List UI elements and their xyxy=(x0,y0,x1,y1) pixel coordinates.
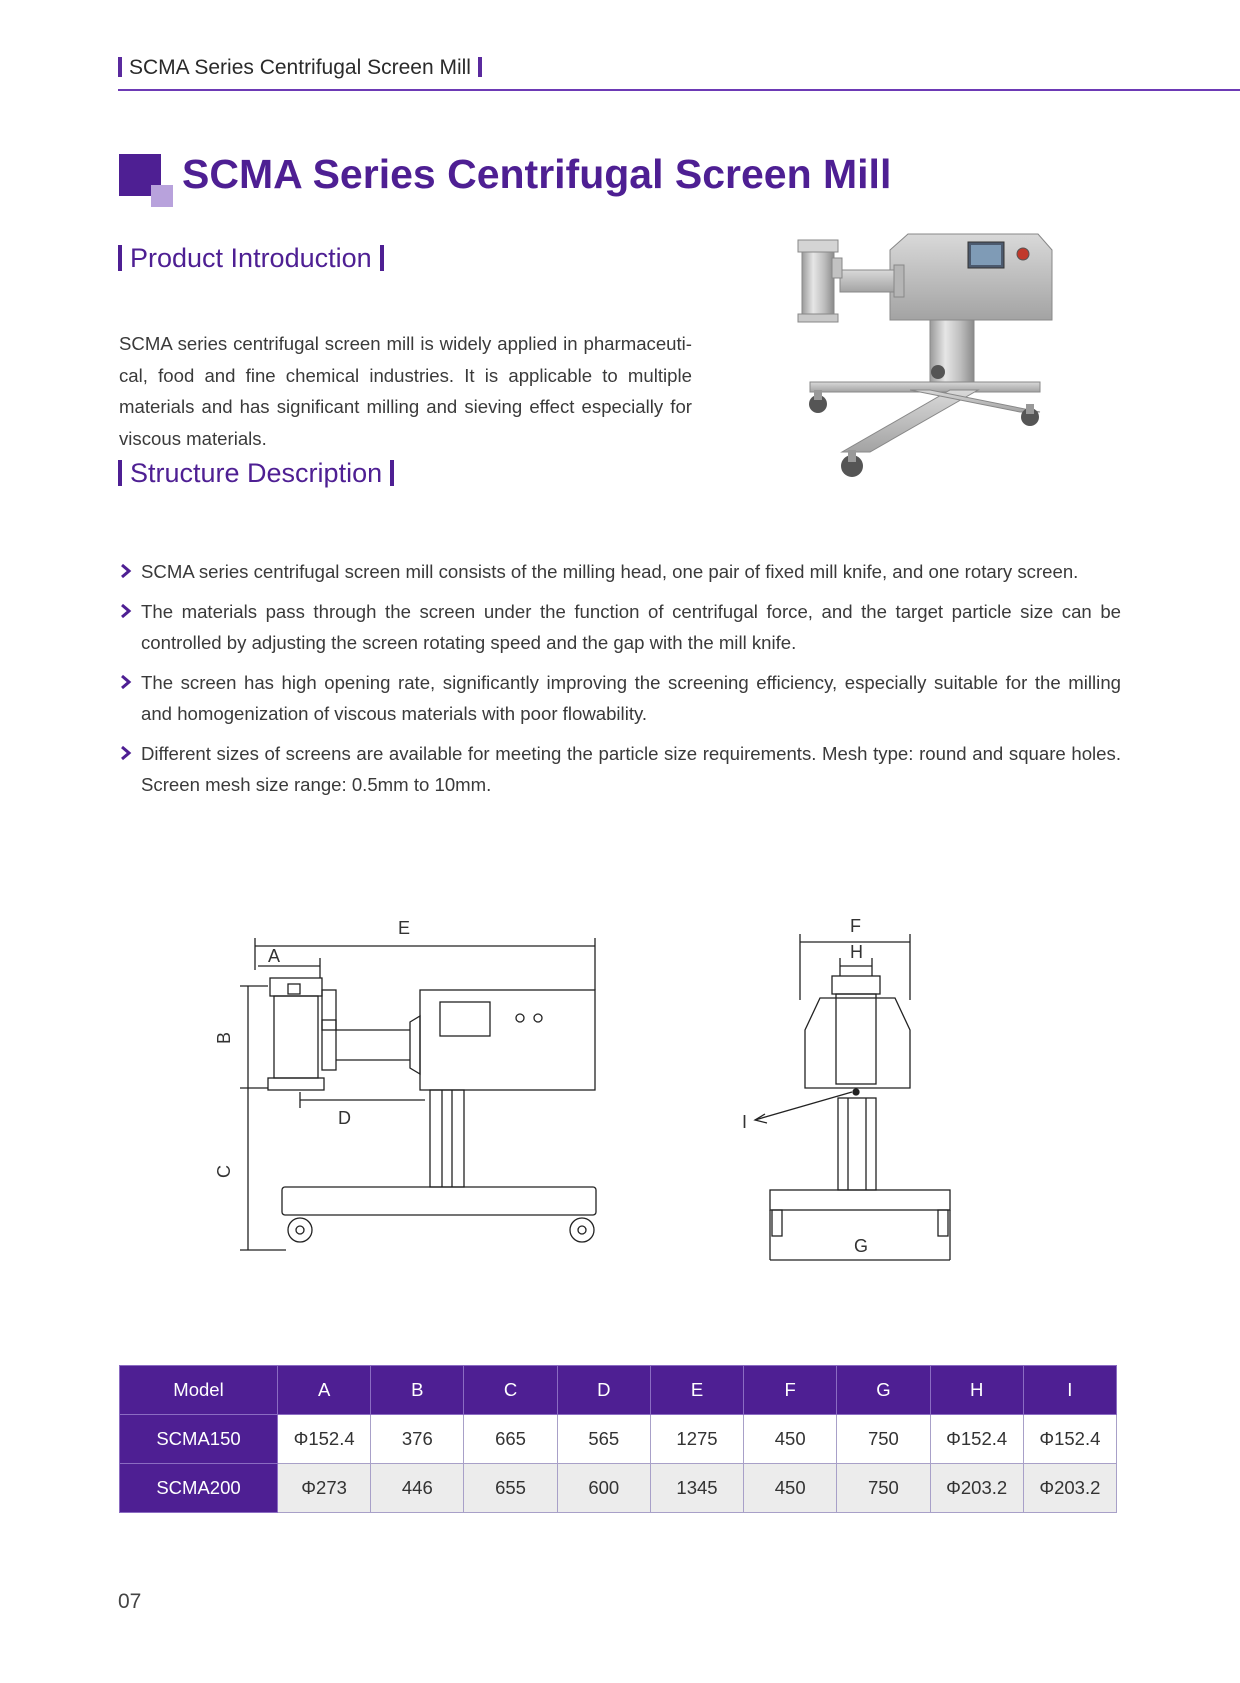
table-row xyxy=(120,1415,1117,1464)
table-cell: 1345 xyxy=(650,1464,743,1513)
table-cell: 565 xyxy=(557,1415,650,1464)
chevron-right-icon xyxy=(119,602,133,620)
intro-heading xyxy=(118,243,392,274)
table-header-cell: F xyxy=(744,1366,837,1415)
heading-bar-left xyxy=(118,460,122,486)
running-title: SCMA Series Centrifugal Screen Mill xyxy=(129,56,471,79)
dimension-drawing xyxy=(214,910,1020,1260)
intro-text: SCMA series centrifugal screen mill is widely applied in pharmaceuti-cal, food and fine chemical industries. It is applicable to multiple materials and has significant milling and sieving effect especially for viscous materials. xyxy=(119,333,692,449)
table-cell: Φ273 xyxy=(278,1464,371,1513)
table-cell-model: SCMA200 xyxy=(120,1464,278,1513)
list-item xyxy=(119,738,1121,800)
table-header-cell: G xyxy=(837,1366,930,1415)
list-item-text: The screen has high opening rate, significantly improving the screening efficiency, especially suitable for the milling and homogenization of viscous materials with poor flowability. xyxy=(141,672,1121,724)
product-photo xyxy=(790,232,1090,497)
list-item xyxy=(119,667,1121,729)
dim-label-h: H xyxy=(850,942,863,962)
list-item xyxy=(119,596,1121,658)
table-cell: 450 xyxy=(744,1415,837,1464)
intro-heading-text: Product Introduction xyxy=(130,243,372,273)
dim-label-b: B xyxy=(214,1031,234,1044)
header-bar-right xyxy=(478,57,482,77)
table-header-cell: I xyxy=(1023,1366,1116,1415)
chevron-right-icon xyxy=(119,562,133,580)
dim-label-g: G xyxy=(854,1236,869,1256)
list-item-text: Different sizes of screens are available for meeting the particle size requirements. Mesh type: round and square holes. Screen mesh size range: 0.5mm to 10mm. xyxy=(141,743,1121,795)
heading-bar-left xyxy=(118,245,122,271)
table-header-cell: B xyxy=(371,1366,464,1415)
chevron-right-icon xyxy=(119,673,133,691)
table-header-cell: Model xyxy=(120,1366,278,1415)
table-cell: 600 xyxy=(557,1464,650,1513)
header-bar-left xyxy=(118,57,122,77)
chevron-right-icon xyxy=(119,744,133,762)
table-cell: 376 xyxy=(371,1415,464,1464)
table-cell: Φ203.2 xyxy=(930,1464,1023,1513)
table-cell-model: SCMA150 xyxy=(120,1415,278,1464)
table-header-cell: C xyxy=(464,1366,557,1415)
running-header xyxy=(118,56,489,80)
side-view xyxy=(240,938,596,1250)
table-cell: 750 xyxy=(837,1464,930,1513)
dim-label-i: I xyxy=(742,1112,748,1132)
structure-heading-text: Structure Description xyxy=(130,458,383,488)
table-header-cell: D xyxy=(557,1366,650,1415)
table-header-cell: A xyxy=(278,1366,371,1415)
table-cell: 750 xyxy=(837,1415,930,1464)
dim-label-f: F xyxy=(850,916,861,936)
page-number: 07 xyxy=(118,1590,142,1613)
table-cell: 665 xyxy=(464,1415,557,1464)
page-title: SCMA Series Centrifugal Screen Mill xyxy=(182,151,892,197)
dim-label-e: E xyxy=(398,918,411,938)
structure-list xyxy=(119,556,1121,809)
header-rule xyxy=(118,89,1240,91)
table-row xyxy=(120,1464,1117,1513)
front-view xyxy=(755,934,950,1260)
spec-table xyxy=(119,1365,1117,1513)
title-square-light xyxy=(151,185,173,207)
list-item xyxy=(119,556,1121,587)
table-cell: 450 xyxy=(744,1464,837,1513)
dim-label-a: A xyxy=(268,946,281,966)
table-cell: Φ152.4 xyxy=(1023,1415,1116,1464)
table-header-cell: E xyxy=(650,1366,743,1415)
table-cell: Φ152.4 xyxy=(930,1415,1023,1464)
table-cell: Φ152.4 xyxy=(278,1415,371,1464)
dim-label-c: C xyxy=(214,1165,234,1178)
heading-bar-right xyxy=(390,460,394,486)
table-cell: 655 xyxy=(464,1464,557,1513)
table-cell: Φ203.2 xyxy=(1023,1464,1116,1513)
table-header-cell: H xyxy=(930,1366,1023,1415)
table-header-row xyxy=(120,1366,1117,1415)
list-item-text: SCMA series centrifugal screen mill consists of the milling head, one pair of fixed mill knife, and one rotary screen. xyxy=(141,561,1079,582)
heading-bar-right xyxy=(380,245,384,271)
table-cell: 446 xyxy=(371,1464,464,1513)
structure-heading xyxy=(118,458,402,489)
list-item-text: The materials pass through the screen under the function of centrifugal force, and the target particle size can be controlled by adjusting the screen rotating speed and the gap with the mill knife. xyxy=(141,601,1121,653)
table-cell: 1275 xyxy=(650,1415,743,1464)
dim-label-d: D xyxy=(338,1108,351,1128)
